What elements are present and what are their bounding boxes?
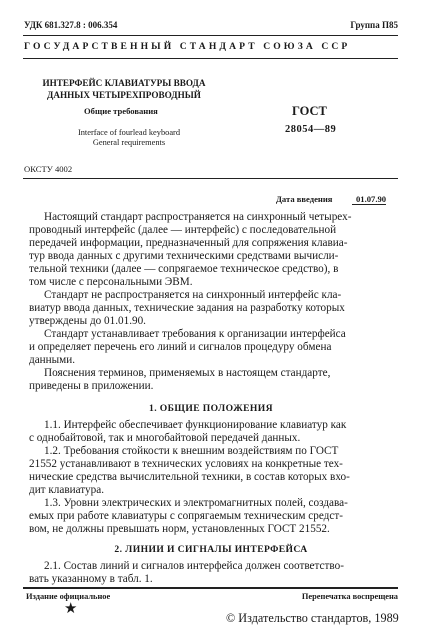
section1-line-8: емых при работе клавиатуры с сопрягаемым техническим средст-: [29, 510, 343, 522]
intro-date-value: 01.07.90: [352, 194, 386, 205]
header-rule-top: [23, 35, 398, 36]
intro-date-label: Дата введения: [276, 194, 333, 204]
section-1-title: 1. ОБЩИЕ ПОЛОЖЕНИЯ: [149, 403, 273, 414]
title-line-2: ДАННЫХ ЧЕТЫРЕХПРОВОДНЫЙ: [47, 90, 201, 100]
english-line-1: Interface of fourlead keyboard: [77, 128, 181, 137]
intro-line-2: проводный интерфейс (далее — интерфейс) с последовательной: [29, 224, 337, 236]
intro-line-4: тур ввода данных с другими техническими средствами вычисли-: [29, 250, 339, 262]
group-code: Группа П85: [350, 20, 398, 30]
intro-line-5: тельной техники (далее — сопрягаемое техническое средство), в: [29, 263, 339, 275]
intro-line-1: Настоящий стандарт распространяется на синхронный четырех-: [44, 211, 352, 223]
section-2-title: 2. ЛИНИИ И СИГНАЛЫ ИНТЕРФЕЙСА: [114, 544, 308, 555]
section1-line-3: 1.2. Требования стойкости к внешним воздействиям по ГОСТ: [44, 445, 339, 457]
document-subtitle: Общие требования: [84, 106, 158, 116]
intro-line-13: Пояснения терминов, применяемых в настоящем стандарте,: [44, 367, 331, 379]
title-line-1: ИНТЕРФЕЙС КЛАВИАТУРЫ ВВОДА: [42, 78, 206, 88]
star-icon: ★: [64, 601, 78, 617]
standard-banner: ГОСУДАРСТВЕННЫЙ СТАНДАРТ СОЮЗА ССР: [24, 41, 351, 52]
copyright-notice: © Издательство стандартов, 1989: [226, 611, 399, 625]
footer-rule: [23, 587, 398, 589]
english-title: [56, 128, 202, 148]
section1-line-4: 21552 устанавливают в технических условиях на конкретные тех-: [29, 458, 343, 470]
section1-line-2: с однобайтовой, так и многобайтовой передачей данных.: [29, 432, 301, 444]
intro-line-14: приведены в приложении.: [29, 380, 154, 392]
official-edition-label: Издание официальное: [26, 592, 111, 601]
section1-line-9: вом, не должны превышать норм, установленных ГОСТ 21552.: [29, 523, 330, 535]
section1-line-1: 1.1. Интерфейс обеспечивает функционирование клавиатур как: [44, 419, 347, 431]
document-title: [34, 77, 214, 101]
intro-line-11: и определяет перечень его линий и сигналов процедуру обмена: [29, 341, 332, 353]
section1-line-7: 1.3. Уровни электрических и электромагнитных полей, создава-: [44, 497, 348, 509]
intro-line-8: виатур ввода данных, технические задания на разработку которых: [29, 302, 345, 314]
reprint-prohibited-label: Перепечатка воспрещена: [301, 592, 398, 601]
title-rule: [23, 178, 398, 179]
intro-line-10: Стандарт устанавливает требования к организации интерфейса: [44, 328, 346, 340]
intro-line-12: данными.: [29, 354, 76, 366]
intro-line-7: Стандарт не распространяется на синхронный интерфейс кла-: [44, 289, 342, 301]
intro-line-6: том числе с персональными ЭВМ.: [29, 276, 193, 288]
gost-label: ГОСТ: [292, 104, 327, 118]
intro-line-3: передачей информации, предназначенный для сопряжения клавиа-: [29, 237, 348, 249]
header-rule-bottom: [23, 58, 398, 59]
section1-line-5: нические средства вычислительной техники, в состав которых вхо-: [29, 471, 350, 483]
section1-line-6: дит клавиатура.: [29, 484, 104, 496]
gost-number: 28054—89: [285, 124, 337, 135]
section2-line-1: 2.1. Состав линий и сигналов интерфейса должен соответство-: [44, 560, 344, 572]
english-line-2: General requirements: [92, 138, 166, 147]
okstu-code: ОКСТУ 4002: [24, 164, 73, 174]
udk-code: УДК 681.327.8 : 006.354: [24, 20, 118, 30]
section2-line-2: вать указанному в табл. 1.: [29, 573, 153, 585]
intro-line-9: утверждены до 01.01.90.: [29, 315, 146, 327]
